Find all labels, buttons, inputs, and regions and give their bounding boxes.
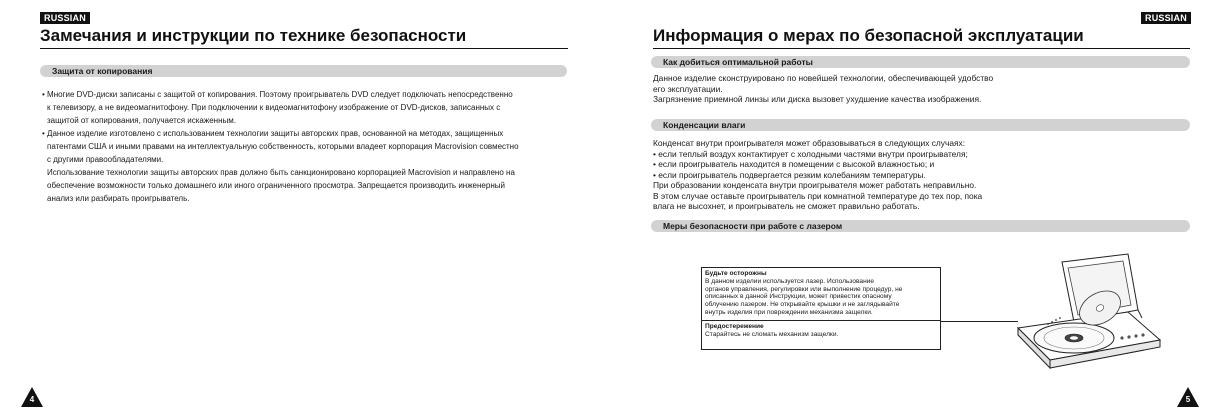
text-line: Конденсат внутри проигрывателя может образовываться в следующих случаях: <box>653 138 966 148</box>
section-heading-optimal-work: Как добиться оптимальной работы <box>651 56 1190 68</box>
text-line: • если проигрыватель находится в помещении с высокой влажностью; и <box>653 159 935 169</box>
text-line: к телевизору, а не видеомагнитофону. При подключении к видеомагнитофону изображение от DVD-дисков, записанных с <box>47 103 501 112</box>
page-number-label: 4 <box>29 395 35 404</box>
text-line: • Данное изделие изготовлено с использованием технологии защиты авторских прав, основанной на методах, защищенных <box>42 129 504 138</box>
page-number <box>20 386 44 408</box>
text-line: влага не высохнет, и проигрыватель не сможет правильно работать. <box>653 201 920 211</box>
text-line: его эксплуатации. <box>653 83 723 94</box>
dvd-player-icon <box>1010 252 1170 387</box>
optimal-work-text <box>653 73 993 105</box>
copy-protection-text <box>42 88 519 205</box>
caution-line: описанных в данной Инструкции, может привестик опасному <box>705 293 892 301</box>
page-title: Замечания и инструкции по технике безопасности <box>40 26 467 45</box>
text-line: с другими правообладателями. <box>47 155 164 164</box>
callout-leader-line <box>941 321 1018 322</box>
title-divider <box>653 48 1190 49</box>
section-heading-copy-protection: Защита от копирования <box>40 65 567 77</box>
title-divider <box>40 48 568 49</box>
text-line: анализ или разбирать проигрыватель. <box>47 194 190 203</box>
portable-dvd-player-illustration <box>1010 252 1170 392</box>
text-line: В этом случае оставьте проигрыватель при комнатной температуре до тех пор, пока <box>653 190 983 201</box>
text-line: защитой от копирования, получается искаженным. <box>47 116 236 125</box>
caution-line: внутрь изделия при повреждении механизма защелки. <box>705 308 873 316</box>
text-line: Данное изделие сконструировано по новейшей технологии, обеспечивающей удобство <box>653 73 994 83</box>
warning-text: Старайтесь не сломать механизм защелки. <box>705 330 839 338</box>
text-line: Использование технологии защиты авторских прав должно быть санкционировано корпорацией Macrovision и направлено на <box>47 168 515 177</box>
box-divider <box>702 320 940 321</box>
text-line: Загрязнение приемной линзы или диска вызовет ухудшение качества изображения. <box>653 94 982 104</box>
caution-line: В данном изделии используется лазер. Использование <box>705 277 875 285</box>
page-number <box>1176 386 1200 408</box>
condensation-text <box>653 138 982 212</box>
text-line: обеспечение возможности только домашнего или иного ограниченного просмотра. Запрещается производить инженерный <box>47 181 505 190</box>
text-line: • если проигрыватель подвергается резким колебаниям температуры. <box>653 169 926 180</box>
section-heading-condensation: Конденсации влаги <box>651 119 1190 131</box>
page-title: Информация о мерах по безопасной эксплуатации <box>653 26 1084 45</box>
language-badge: RUSSIAN <box>40 12 90 24</box>
warning-heading: Предостережение <box>705 322 764 330</box>
caution-line: органов управления, регулировки или выполнение процедур, не <box>705 285 903 293</box>
text-line: патентами США и иными правами на интеллектуальную собственность, которыми владеет корпорация Macrovision совместно <box>47 142 519 151</box>
text-line: • если теплый воздух контактирует с холодными частями внутри проигрывателя; <box>653 148 968 159</box>
text-line: При образовании конденсата внутри проигрывателя может работать неправильно. <box>653 180 977 190</box>
section-heading-laser-safety: Меры безопасности при работе с лазером <box>651 220 1190 232</box>
caution-line: облучению лазером. Не открывайте крышки и не заглядывайте <box>705 301 900 309</box>
text-line: • Многие DVD-диски записаны с защитой от копирования. Поэтому проигрыватель DVD следует подключать непосредственно <box>42 90 513 99</box>
page-number-label: 5 <box>1185 395 1191 404</box>
language-badge: RUSSIAN <box>1141 12 1191 24</box>
caution-heading: Будьте осторожны <box>705 270 767 277</box>
laser-warning-box <box>701 267 941 350</box>
